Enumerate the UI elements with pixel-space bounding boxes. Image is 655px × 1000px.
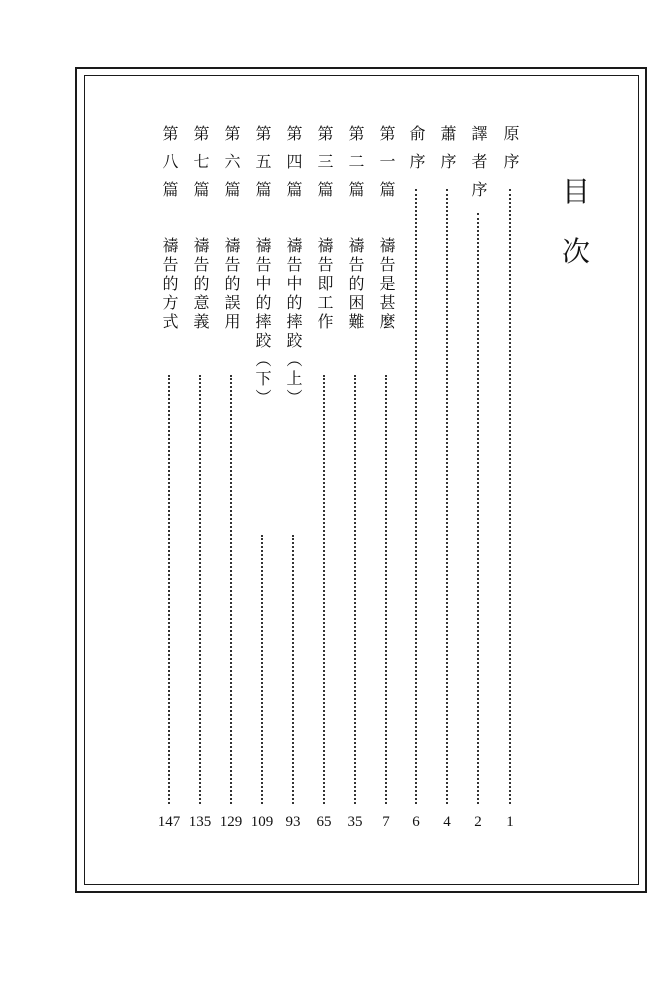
entry-page: 6	[412, 814, 420, 830]
entry-prefix: 第六篇	[222, 125, 241, 209]
toc-entry-chapter-7[interactable]	[188, 125, 212, 835]
entry-prefix: 第七篇	[191, 125, 210, 209]
toc-entry-chapter-8[interactable]	[157, 125, 181, 835]
toc-entry-chapter-4[interactable]	[281, 125, 305, 835]
entry-title: 禱告是甚麼	[377, 237, 396, 332]
entry-prefix: 第一篇	[377, 125, 396, 209]
entry-prefix: 原序	[501, 125, 520, 181]
dot-leader	[477, 213, 479, 804]
dot-leader	[230, 375, 232, 804]
entry-prefix: 俞序	[407, 125, 426, 181]
dot-leader	[509, 189, 511, 804]
entry-title: 禱告的困難	[346, 237, 365, 332]
dot-leader	[323, 375, 325, 804]
toc-entry-chapter-5[interactable]	[250, 125, 274, 835]
toc-entry-chapter-6[interactable]	[219, 125, 243, 835]
toc-entry-preface-original[interactable]	[498, 125, 522, 835]
dot-leader	[261, 535, 263, 804]
entry-page: 109	[250, 814, 274, 830]
entry-page: 135	[188, 814, 212, 830]
entry-prefix: 第二篇	[346, 125, 365, 209]
entry-page: 1	[506, 814, 514, 830]
dot-leader	[385, 375, 387, 804]
entry-prefix: 第八篇	[160, 125, 179, 209]
entry-prefix: 譯者序	[469, 125, 488, 209]
entry-page: 2	[474, 814, 482, 830]
entry-page: 35	[347, 814, 363, 830]
dot-leader	[199, 375, 201, 804]
toc-entry-preface-translator[interactable]	[466, 125, 490, 835]
entry-page: 65	[316, 814, 332, 830]
entry-prefix: 第五篇	[253, 125, 272, 209]
dot-leader	[415, 189, 417, 804]
toc-entry-chapter-3[interactable]	[312, 125, 336, 835]
toc-entry-chapter-2[interactable]	[343, 125, 367, 835]
toc-heading-char-1: 目	[561, 175, 590, 208]
dot-leader	[292, 535, 294, 804]
toc-entry-preface-xiao[interactable]	[435, 125, 459, 835]
entry-page: 129	[219, 814, 243, 830]
entry-page: 7	[382, 814, 390, 830]
toc-entry-chapter-1[interactable]	[374, 125, 398, 835]
entry-title: 禱告的誤用	[222, 237, 241, 332]
dot-leader	[446, 189, 448, 804]
entry-prefix: 第四篇	[284, 125, 303, 209]
entry-title: 禱告的意義	[191, 237, 210, 332]
toc-heading-char-2: 次	[561, 235, 590, 268]
entry-prefix: 第三篇	[315, 125, 334, 209]
entry-page: 4	[443, 814, 451, 830]
dot-leader	[354, 375, 356, 804]
dot-leader	[168, 375, 170, 804]
entry-prefix: 蕭序	[438, 125, 457, 181]
entry-title: 禱告中的摔跤（下）	[253, 237, 272, 408]
toc-entry-preface-yu[interactable]	[404, 125, 428, 835]
entry-page: 147	[157, 814, 181, 830]
entry-title: 禱告的方式	[160, 237, 179, 332]
entry-page: 93	[285, 814, 301, 830]
entry-title: 禱告即工作	[315, 237, 334, 332]
entry-title: 禱告中的摔跤（上）	[284, 237, 303, 408]
